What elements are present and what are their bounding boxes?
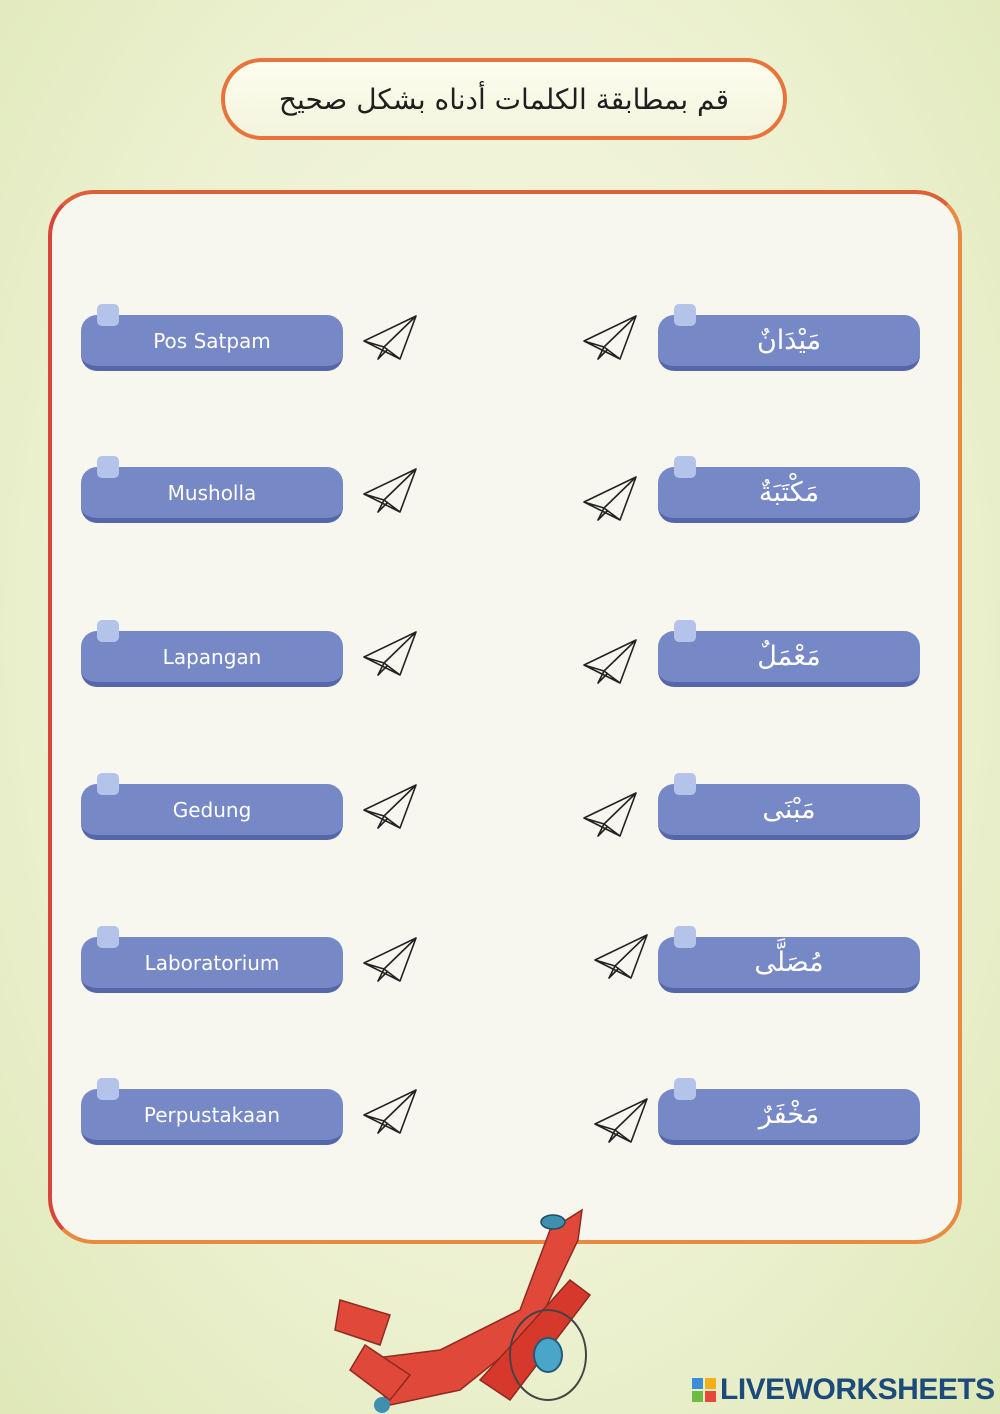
match-card-right-2[interactable] [658, 467, 920, 523]
card-tab [674, 773, 696, 795]
card-tab [674, 620, 696, 642]
brand-mark-icon [692, 1378, 716, 1402]
paper-plane-icon[interactable] [582, 790, 640, 842]
paper-plane-icon[interactable] [593, 932, 651, 984]
biplane-illustration [320, 1200, 620, 1414]
paper-plane-icon[interactable] [362, 313, 420, 365]
match-card-right-1[interactable] [658, 315, 920, 371]
match-card-left-2[interactable] [81, 467, 343, 523]
card-tab [674, 926, 696, 948]
paper-plane-icon[interactable] [593, 1096, 651, 1148]
match-card-right-4[interactable] [658, 784, 920, 840]
match-card-left-6[interactable] [81, 1089, 343, 1145]
match-card-right-6[interactable] [658, 1089, 920, 1145]
card-label: مَبْنَى [762, 794, 816, 825]
match-card-left-4[interactable] [81, 784, 343, 840]
paper-plane-icon[interactable] [362, 1087, 420, 1139]
brand-name: LIVEWORKSHEETS [720, 1373, 995, 1406]
card-tab [97, 620, 119, 642]
card-tab [97, 773, 119, 795]
card-label: مُصَلَّى [754, 947, 824, 978]
paper-plane-icon[interactable] [582, 474, 640, 526]
paper-plane-icon[interactable] [362, 935, 420, 987]
paper-plane-icon[interactable] [362, 629, 420, 681]
paper-plane-icon[interactable] [582, 637, 640, 689]
card-label: Laboratorium [144, 950, 280, 975]
card-label: Perpustakaan [143, 1102, 281, 1127]
match-card-left-5[interactable] [81, 937, 343, 993]
card-label: Lapangan [162, 644, 262, 669]
instruction-banner [221, 58, 787, 140]
card-tab [674, 1078, 696, 1100]
instruction-text: قم بمطابقة الكلمات أدناه بشكل صحيح [278, 82, 730, 116]
card-label: مَيْدَانٌ [756, 325, 822, 356]
card-tab [97, 926, 119, 948]
card-tab [97, 1078, 119, 1100]
card-label: Musholla [167, 480, 257, 505]
card-label: Gedung [172, 797, 252, 822]
card-label: مَخْفَرٌ [758, 1099, 820, 1130]
card-label: مَعْمَلٌ [757, 641, 821, 672]
paper-plane-icon[interactable] [582, 313, 640, 365]
paper-plane-icon[interactable] [362, 466, 420, 518]
liveworksheets-logo [692, 1372, 995, 1408]
card-tab [97, 304, 119, 326]
card-tab [674, 304, 696, 326]
card-tab [97, 456, 119, 478]
match-card-left-3[interactable] [81, 631, 343, 687]
match-card-right-5[interactable] [658, 937, 920, 993]
match-card-right-3[interactable] [658, 631, 920, 687]
match-card-left-1[interactable] [81, 315, 343, 371]
paper-plane-icon[interactable] [362, 782, 420, 834]
card-label: مَكْتَبَةٌ [758, 477, 820, 508]
card-tab [674, 456, 696, 478]
card-label: Pos Satpam [153, 328, 271, 353]
